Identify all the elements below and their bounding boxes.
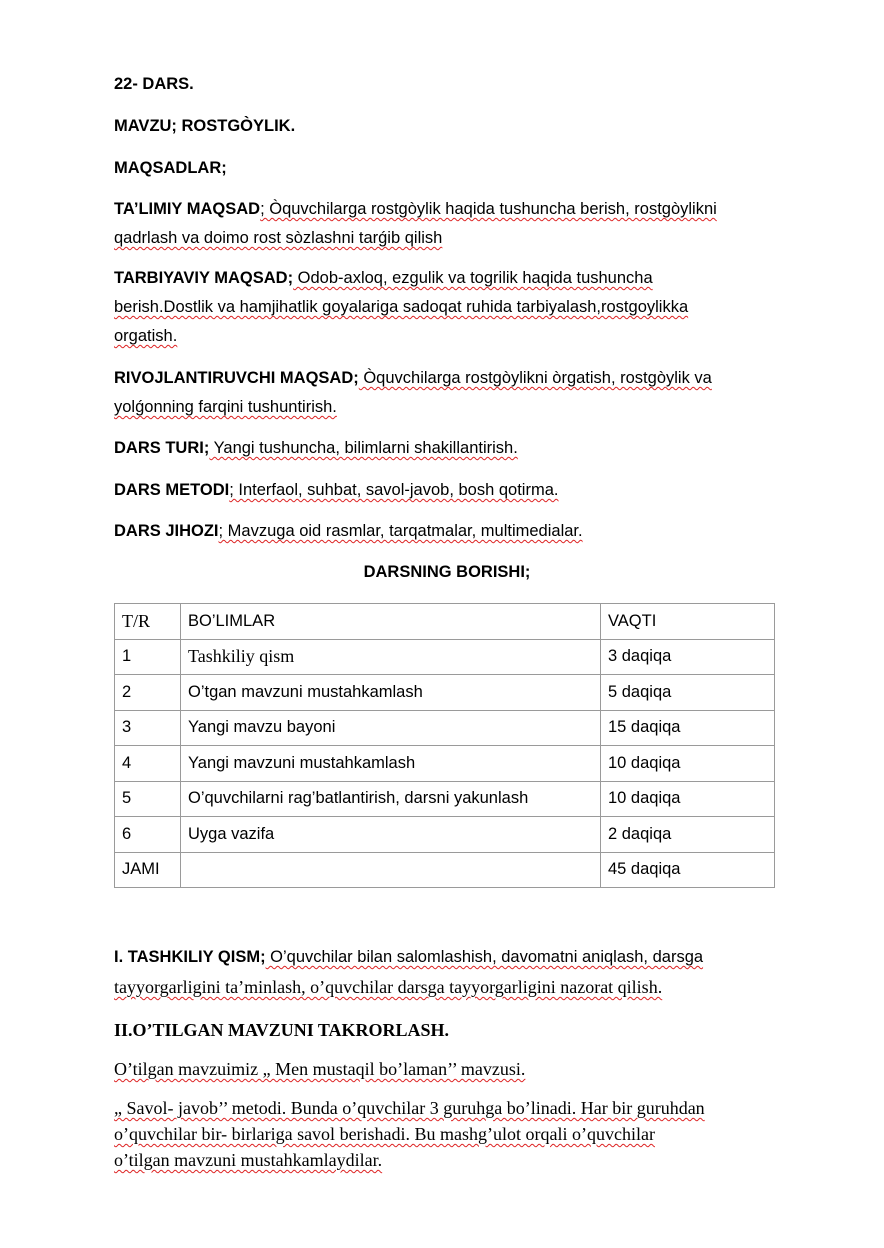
table-cell: 1 xyxy=(115,639,181,675)
table-cell: 5 xyxy=(115,781,181,817)
table-cell: 4 xyxy=(115,746,181,782)
educational-goal-line2: qadrlash va doimo rost sòzlashni tarǵib qilish xyxy=(114,229,443,247)
lesson-type-label: DARS TURI; xyxy=(114,439,210,457)
section1-text1: O’quvchilar bilan salomlashish, davomatni aniqlash, darsga xyxy=(265,948,704,966)
table-cell: JAMI xyxy=(115,852,181,888)
development-goal-text1: Òquvchilarga rostgòylikni òrgatish, rostgòylik va xyxy=(358,369,712,387)
table-cell: 45 daqiqa xyxy=(601,852,775,888)
upbringing-goal-line3: orgatish. xyxy=(114,327,178,345)
table-cell: 15 daqiqa xyxy=(601,710,775,746)
section2-line2: „ Savol- javob’’ metodi. Bunda o’quvchilar 3 guruhga bo’linadi. Har bir guruhdan xyxy=(114,1098,705,1118)
lesson-type-value: Yangi tushuncha, bilimlarni shakillantirish. xyxy=(209,439,518,457)
section2-line3: o’quvchilar bir- birlariga savol berishadi. Bu mashg’ulot orqali o’quvchilar xyxy=(114,1124,655,1144)
upbringing-goal-text1: Odob-axloq, ezgulik va togrilik haqida tushuncha xyxy=(293,269,653,287)
table-cell: 10 daqiqa xyxy=(601,781,775,817)
table-cell: 10 daqiqa xyxy=(601,746,775,782)
table-row xyxy=(115,746,775,782)
table-header-cell: VAQTI xyxy=(601,604,775,640)
table-total-row xyxy=(115,852,775,888)
upbringing-goal-label: TARBIYAVIY MAQSAD; xyxy=(114,269,294,287)
table-cell: 2 xyxy=(115,675,181,711)
lesson-method-value: ; Interfaol, suhbat, savol-javob, bosh qotirma. xyxy=(229,481,559,499)
table-row xyxy=(115,817,775,853)
table-row xyxy=(115,781,775,817)
lesson-plan-table xyxy=(114,603,775,888)
table-cell: Yangi mavzuni mustahkamlash xyxy=(181,746,601,782)
section1-line2: tayyorgarligini ta’minlash, o’quvchilar darsga tayyorgarligini nazorat qilish. xyxy=(114,977,663,997)
upbringing-goal-line2: berish.Dostlik va hamjihatlik goyalariga sadoqat ruhida tarbiyalash,rostgoylikka xyxy=(114,298,689,316)
goals-heading: MAQSADLAR; xyxy=(114,159,227,177)
lesson-type-line xyxy=(114,438,518,458)
table-cell: 2 daqiqa xyxy=(601,817,775,853)
educational-goal-text1: ; Òquvchilarga rostgòylik haqida tushuncha berish, rostgòylikni xyxy=(260,200,717,218)
progress-heading: DARSNING BORISHI; xyxy=(363,563,531,581)
lesson-number: 22- DARS. xyxy=(114,75,194,93)
table-header-cell: BO’LIMLAR xyxy=(181,604,601,640)
table-cell: 5 daqiqa xyxy=(601,675,775,711)
table-cell: Yangi mavzu bayoni xyxy=(181,710,601,746)
section2-line1: O’tilgan mavzuimiz „ Men mustaqil bo’laman’’ mavzusi. xyxy=(114,1059,526,1079)
development-goal-line1 xyxy=(114,368,712,388)
table-cell: O’quvchilarni rag’batlantirish, darsni yakunlash xyxy=(181,781,601,817)
section2-line4: o’tilgan mavzuni mustahkamlaydilar. xyxy=(114,1150,383,1170)
section2-title: II.O’TILGAN MAVZUNI TAKRORLASH. xyxy=(114,1020,450,1040)
lesson-equipment-line xyxy=(114,521,583,541)
table-cell: 6 xyxy=(115,817,181,853)
table-row xyxy=(115,639,775,675)
lesson-equipment-label: DARS JIHOZI xyxy=(114,522,219,540)
lesson-equipment-value: ; Mavzuga oid rasmlar, tarqatmalar, multimedialar. xyxy=(218,522,583,540)
table-header-cell: T/R xyxy=(115,604,181,640)
table-header-row xyxy=(115,604,775,640)
section1-label: I. TASHKILIY QISM; xyxy=(114,948,266,966)
table-row xyxy=(115,710,775,746)
table-cell: Tashkiliy qism xyxy=(181,639,601,675)
educational-goal-label: TA’LIMIY MAQSAD xyxy=(114,200,261,218)
lesson-method-label: DARS METODI xyxy=(114,481,230,499)
development-goal-line2: yolǵonning farqini tushuntirish. xyxy=(114,398,337,416)
table-row xyxy=(115,675,775,711)
topic-line: MAVZU; ROSTGÒYLIK. xyxy=(114,117,296,135)
table-cell: Uyga vazifa xyxy=(181,817,601,853)
lesson-method-line xyxy=(114,480,558,500)
educational-goal-line1 xyxy=(114,199,717,219)
table-cell: 3 daqiqa xyxy=(601,639,775,675)
upbringing-goal-line1 xyxy=(114,268,653,288)
table-cell: 3 xyxy=(115,710,181,746)
section1-line1 xyxy=(114,947,703,967)
development-goal-label: RIVOJLANTIRUVCHI MAQSAD; xyxy=(114,369,359,387)
table-cell xyxy=(181,852,601,888)
table-cell: O’tgan mavzuni mustahkamlash xyxy=(181,675,601,711)
